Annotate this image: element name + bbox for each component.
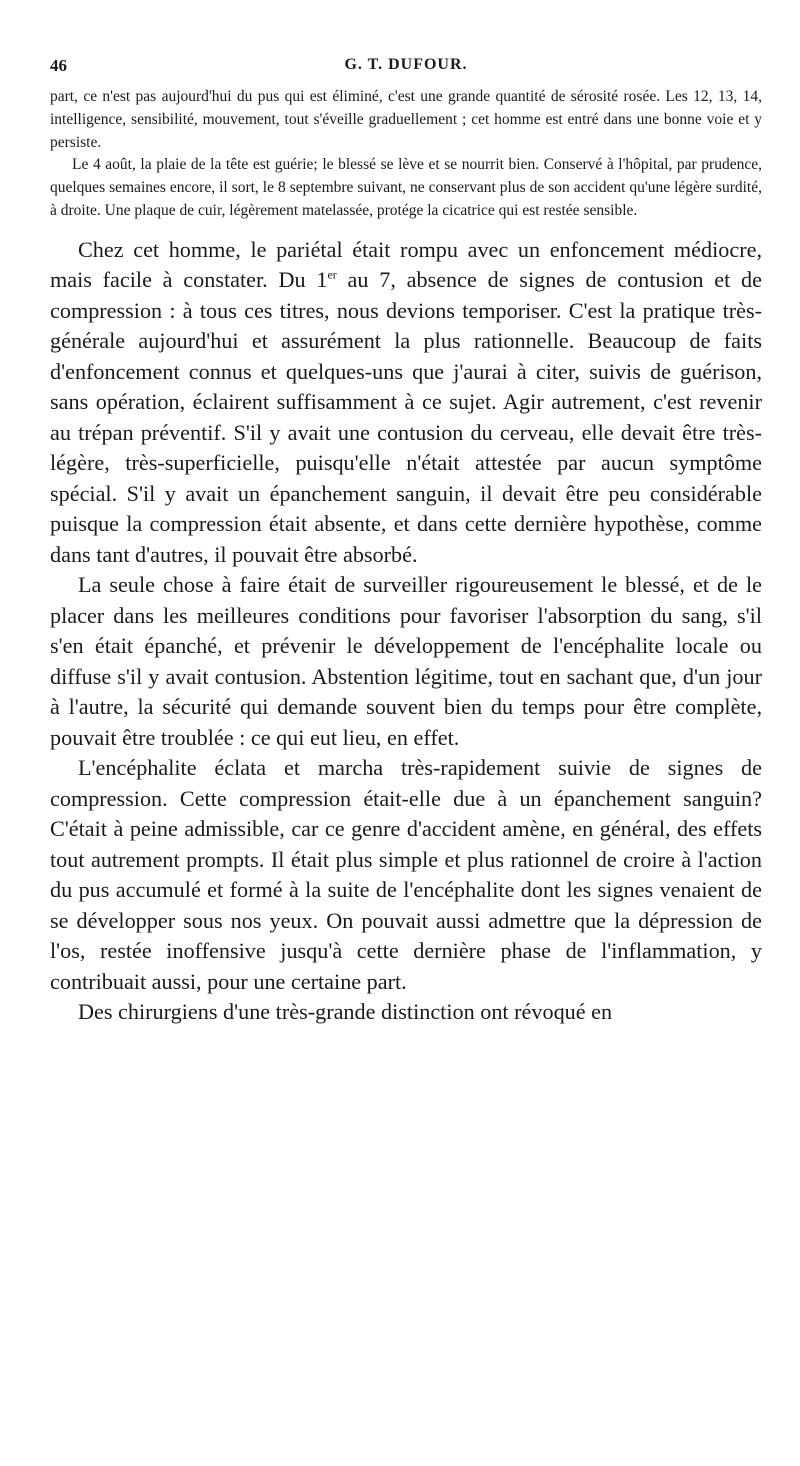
paragraph-2: La seule chose à faire était de surveiller rigoureusement le blessé, et de le placer dans les meilleures conditions pour favoriser l'absorption du sang, s'il s'en était épanché, et prévenir le développement de l'encéphalite locale ou diffuse s'il y avait contusion. Abstention légitime, tout en sachant que, d'un jour à l'autre, la sécurité qui demande souvent bien du temps pour être complète, pouvait être troublée : ce qui eut lieu, en effet. <box>50 572 762 750</box>
page-header <box>50 56 762 86</box>
paragraph-1-rest: au 7, absence de signes de contusion et de compression : à tous ces titres, nous devions temporiser. C'est la pratique très-générale aujourd'hui et assurément la plus rationnelle. Beaucoup de faits d'enfoncement connus et quelques-uns que j'aurai à citer, suivis de guérison, sans opération, éclairent suffisamment à ce sujet. Agir autrement, c'est revenir au trépan préventif. S'il y avait une contusion du cerveau, elle devait être très-légère, très-superficielle, puisqu'elle n'était attestée par aucun symptôme spécial. S'il y avait un épanchement sanguin, il devait être peu considérable puisque la compression était absente, et dans cette dernière hypothèse, comme dans tant d'autres, il pouvait être absorbé. <box>50 267 762 567</box>
paragraph-1-start: Chez cet homme, le pariétal était rompu avec un enfoncement médiocre, mais facile à constater. Du 1 <box>50 236 762 293</box>
small-paragraph-2: Le 4 août, la plaie de la tête est guérie; le blessé se lève et se nourrit bien. Conservé à l'hôpital, par prudence, quelques semaines encore, il sort, le 8 septembre suivant, ne conservant plus de son accident qu'une légère surdité, à droite. Une plaque de cuir, légèrement matelassée, protége la cicatrice qui est restée sensible. <box>50 156 762 219</box>
paragraph-4: Des chirurgiens d'une très-grande distinction ont révoqué en <box>78 999 613 1025</box>
paragraph-3: L'encéphalite éclata et marcha très-rapidement suivie de signes de compression. Cette compression était-elle due à un épanchement sanguin? C'était à peine admissible, car ce genre d'accident amène, en général, des effets tout autrement prompts. Il était plus simple et plus rationnel de croire à l'action du pus accumulé et formé à la suite de l'encéphalite dont les signes venaient de se développer sous nos yeux. On pouvait aussi admettre que la dépression de l'os, restée inoffensive jusqu'à cette dernière phase de l'inflammation, y contribuait aussi, pour une certaine part. <box>50 755 762 994</box>
small-paragraph-1: part, ce n'est pas aujourd'hui du pus qui est éliminé, c'est une grande quantité de sérosité rosée. Les 12, 13, 14, intelligence, sensibilité, mouvement, tout s'éveille graduellement ; cet homme est entré dans une bonne voie et y persiste. <box>50 88 762 151</box>
main-text-section <box>50 235 762 1028</box>
running-title: G. T. DUFOUR. <box>344 56 468 73</box>
book-page <box>50 56 762 1028</box>
paragraph-1 <box>50 235 762 571</box>
small-print-section <box>50 86 762 223</box>
ordinal-superscript: er <box>327 267 337 282</box>
page-number: 46 <box>50 56 67 75</box>
